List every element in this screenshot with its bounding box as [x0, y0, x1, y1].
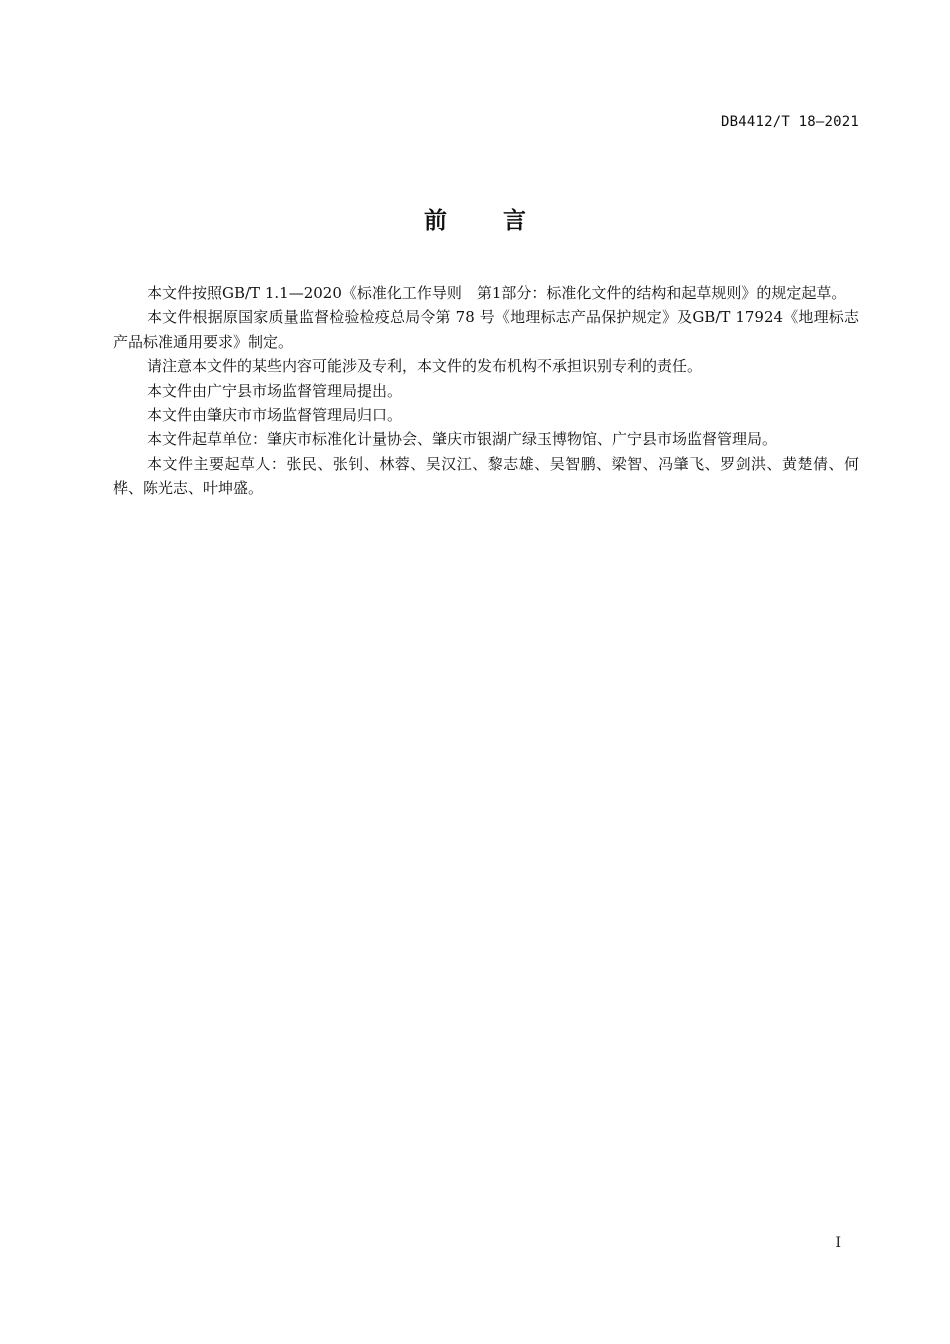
preface-body — [113, 281, 859, 501]
page-number: I — [835, 1235, 841, 1251]
paragraph-proposer: 本文件由广宁县市场监督管理局提出。 — [147, 381, 403, 400]
document-code: DB4412/T 18—2021 — [720, 114, 859, 130]
page-title: 前言 — [424, 208, 582, 234]
paragraph-patent-notice: 请注意本文件的某些内容可能涉及专利，本文件的发布机构不承担识别专利的责任。 — [147, 357, 703, 376]
paragraph-drafting-rules: 本文件按照GB/T 1.1—2020《标准化工作导则 第1部分：标准化文件的结构和起草规则》的规定起草。 — [147, 284, 847, 302]
paragraph-administrator: 本文件由肇庆市市场监督管理局归口。 — [147, 406, 403, 425]
paragraph-drafters: 本文件主要起草人：张民、张钊、林蓉、吴汉江、黎志雄、吴智鹏、梁智、冯肇飞、罗剑洪、黄楚倩、何桦、陈光志、叶坤盛。 — [113, 454, 859, 498]
paragraph-drafting-units: 本文件起草单位：肇庆市标准化计量协会、肇庆市银湖广绿玉博物馆、广宁县市场监督管理局。 — [147, 430, 778, 449]
paragraph-basis: 本文件根据原国家质量监督检验检疫总局令第 78 号《地理标志产品保护规定》及GB/T 17924《地理标志产品标准通用要求》制定。 — [113, 308, 859, 351]
